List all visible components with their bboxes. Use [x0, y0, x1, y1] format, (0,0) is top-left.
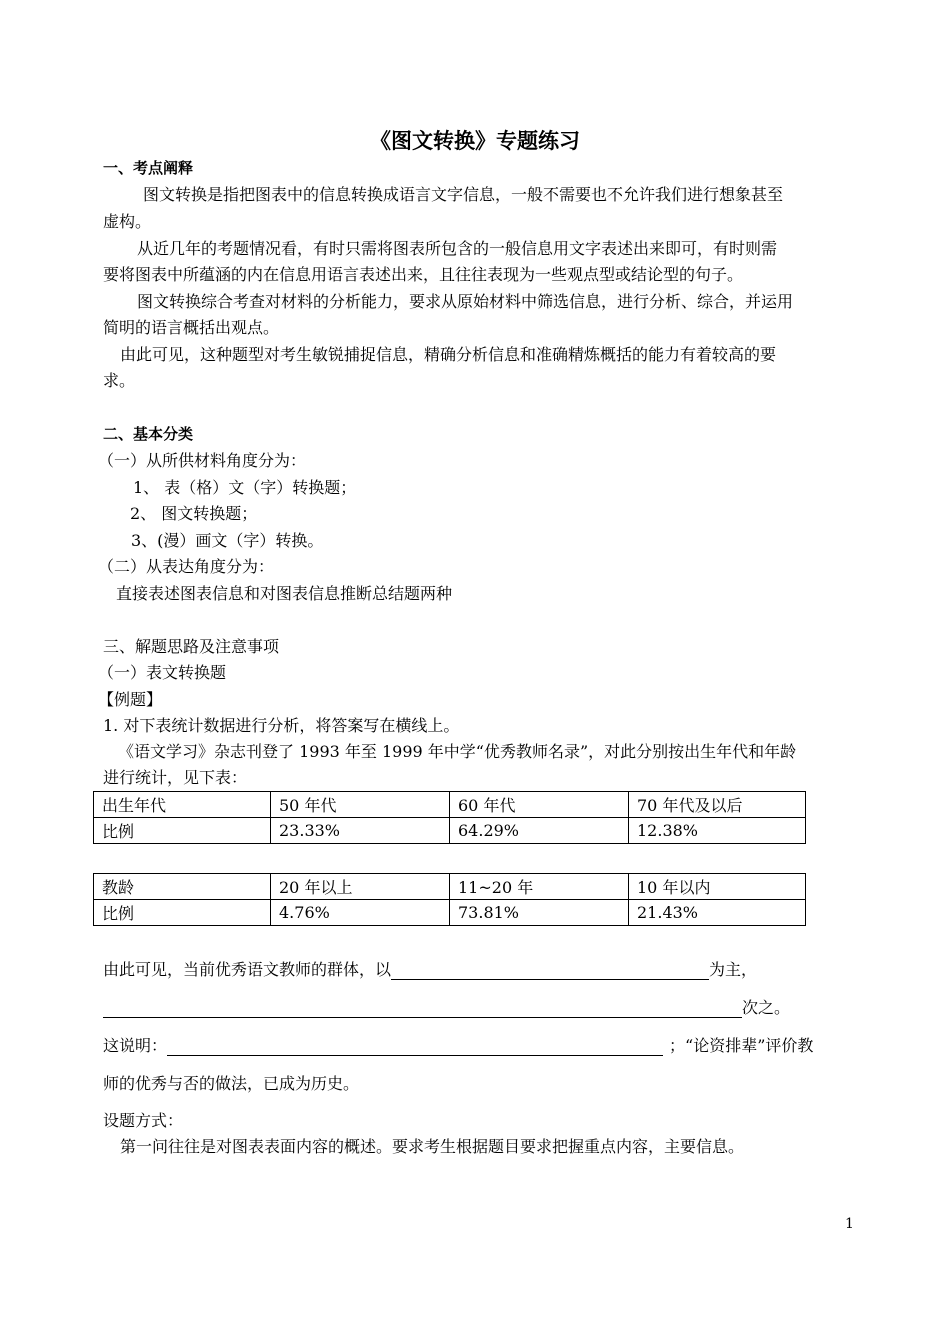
fill-line-1 [103, 960, 757, 980]
method-text: 第一问往往是对图表表面内容的概述。要求考生根据题目要求把握重点内容，主要信息。 [120, 1137, 745, 1156]
answer-blank-2[interactable] [103, 999, 742, 1018]
section1-p4-line1: 由此可见，这种题型对考生敏锐捕捉信息，精确分析信息和准确精炼概括的能力有着较高的要 [120, 345, 777, 364]
answer-blank-3[interactable] [167, 1037, 663, 1056]
table-cell: 4.76% [271, 900, 450, 926]
table-cell: 21.43% [629, 900, 806, 926]
section1-p2-line1: 从近几年的考题情况看，有时只需将图表所包含的一般信息用文字表述出来即可，有时则需 [137, 239, 778, 258]
fill-line-3-prefix: 这说明： [103, 1036, 168, 1055]
table-cell: 12.38% [629, 818, 806, 844]
table-cell: 60 年代 [450, 792, 629, 818]
section3-sub1: （一）表文转换题 [98, 663, 227, 682]
section2-item3: 3、(漫）画文（字）转换。 [131, 531, 324, 550]
table-row [94, 900, 806, 926]
table-cell: 比例 [94, 818, 271, 844]
section1-p3-line2: 简明的语言概括出观点。 [103, 318, 280, 337]
section1-p1-line2: 虚构。 [103, 212, 152, 231]
fill-line-2-suffix: 次之。 [742, 998, 791, 1017]
birth-decade-table [93, 791, 806, 844]
table-cell: 23.33% [271, 818, 450, 844]
section1-heading: 一、考点阐释 [103, 159, 194, 177]
section1-p3-line1: 图文转换综合考查对材料的分析能力，要求从原始材料中筛选信息，进行分析、综合，并运用 [137, 292, 794, 311]
table-cell: 73.81% [450, 900, 629, 926]
question-1: 1. 对下表统计数据进行分析，将答案写在横线上。 [103, 716, 460, 735]
fill-line-1-suffix: 为主， [709, 960, 758, 979]
table-cell: 70 年代及以后 [629, 792, 806, 818]
page-title: 《图文转换》专题练习 [370, 129, 580, 153]
table-cell: 教龄 [94, 874, 271, 900]
section2-heading: 二、基本分类 [103, 425, 194, 443]
table-row [94, 874, 806, 900]
table-cell: 出生年代 [94, 792, 271, 818]
table-row [94, 792, 806, 818]
fill-line-3-suffix: ；“论资排辈”评价教 [669, 1036, 814, 1055]
table-cell: 比例 [94, 900, 271, 926]
section2-sub1: （一）从所供材料角度分为： [98, 451, 307, 470]
fill-line-4: 师的优秀与否的做法，已成为历史。 [103, 1074, 360, 1093]
section1-p4-line2: 求。 [103, 371, 136, 390]
answer-blank-1[interactable] [391, 961, 709, 980]
fill-line-3 [103, 1036, 813, 1056]
section2-sub2: （二）从表达角度分为： [98, 557, 275, 576]
question-1-desc-line2: 进行统计，见下表： [103, 768, 248, 787]
table-row [94, 818, 806, 844]
table-cell: 64.29% [450, 818, 629, 844]
table-cell: 20 年以上 [271, 874, 450, 900]
table-cell: 10 年以内 [629, 874, 806, 900]
section2-item2: 2、 图文转换题； [130, 504, 258, 523]
section1-p2-line2: 要将图表中所蕴涵的内在信息用语言表述出来，且往往表现为一些观点型或结论型的句子。 [103, 265, 744, 284]
table-cell: 50 年代 [271, 792, 450, 818]
section2-sub2-text: 直接表述图表信息和对图表信息推断总结题两种 [116, 584, 453, 603]
section3-heading: 三、解题思路及注意事项 [103, 637, 280, 656]
section2-item1: 1、 表（格）文（字）转换题； [133, 478, 357, 497]
teaching-years-table [93, 873, 806, 926]
section1-p1-line1: 图文转换是指把图表中的信息转换成语言文字信息，一般不需要也不允许我们进行想象甚至 [143, 185, 784, 204]
example-label: 【例题】 [98, 690, 163, 709]
table-cell: 11~20 年 [450, 874, 629, 900]
fill-line-2 [103, 998, 790, 1018]
fill-line-1-prefix: 由此可见，当前优秀语文教师的群体，以 [103, 960, 392, 979]
method-label: 设题方式： [103, 1111, 184, 1130]
page-number: 1 [845, 1216, 854, 1232]
question-1-desc-line1: 《语文学习》杂志刊登了 1993 年至 1999 年中学“优秀教师名录”，对此分别按出生年代和年龄 [118, 742, 797, 761]
